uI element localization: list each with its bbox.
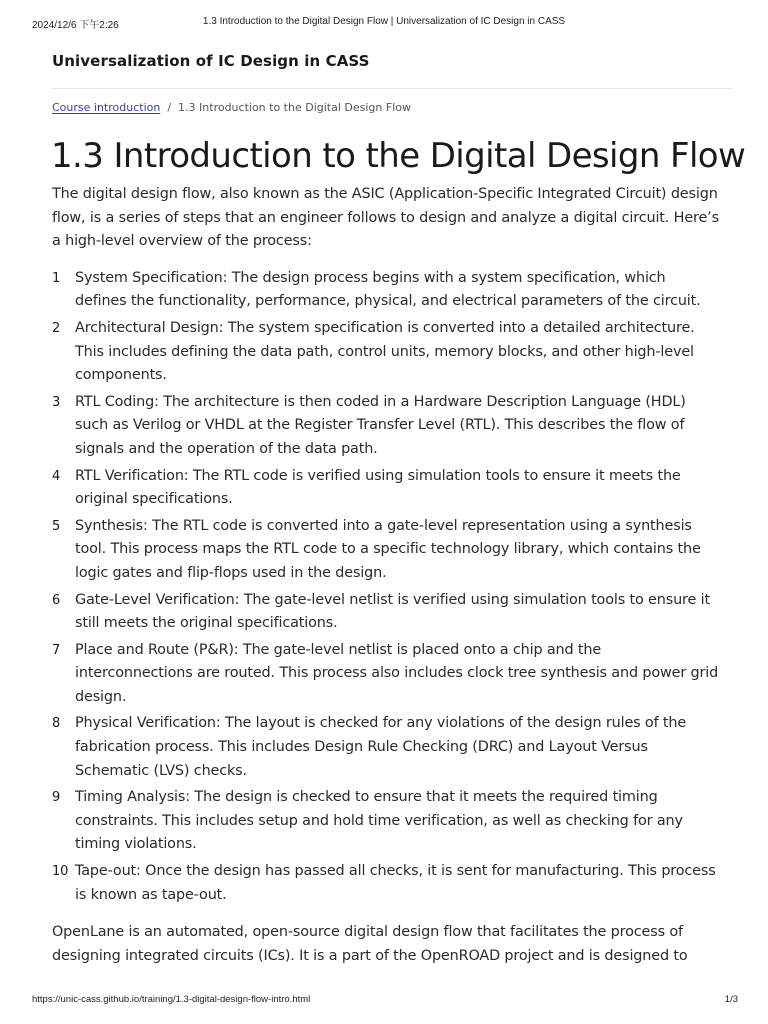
- breadcrumb-current: 1.3 Introduction to the Digital Design Flow: [178, 101, 411, 114]
- list-item-number: 2: [52, 320, 61, 336]
- list-item-number: 5: [52, 518, 61, 534]
- list-item: [52, 317, 720, 388]
- list-item: [52, 712, 720, 783]
- design-flow-steps-list: [52, 267, 720, 907]
- list-item-text: Tape-out: Once the design has passed all checks, it is sent for manufacturing. This process is known as tape-out.: [75, 863, 716, 903]
- list-item-text: Timing Analysis: The design is checked to ensure that it meets the required timing constraints. This includes setup and hold time verification, as well as checking for any timing violations.: [75, 789, 683, 853]
- print-date: 2024/12/6 下午2:26: [32, 20, 119, 31]
- page-title: 1.3 Introduction to the Digital Design Flow: [51, 136, 746, 176]
- list-item-text: RTL Verification: The RTL code is verified using simulation tools to ensure it meets the original specifications.: [75, 467, 681, 508]
- list-item: [52, 267, 720, 314]
- print-footer: [32, 994, 738, 1006]
- list-item-text: Physical Verification: The layout is checked for any violations of the design rules of the fabrication process. This includes Design Rule Checking (DRC) and Layout Versus Schematic (LVS) checks.: [75, 715, 687, 779]
- print-header: [32, 16, 736, 30]
- list-item: [52, 589, 720, 636]
- list-item: [52, 786, 720, 857]
- list-item-text: RTL Coding: The architecture is then coded in a Hardware Description Language (HDL) such as Verilog or VHDL at the Register Transfer Level (RTL). This describes the flow of signals and the operation of the data path.: [75, 393, 686, 457]
- site-title-link[interactable]: Universalization of IC Design in CASS: [52, 52, 370, 70]
- list-item-text: Gate-Level Verification: The gate-level netlist is verified using simulation tools to ensure it still meets the original specifications.: [75, 591, 710, 632]
- print-page-number: 1/3: [724, 994, 738, 1005]
- list-item: [52, 639, 720, 710]
- list-item-number: 7: [52, 642, 61, 658]
- print-title: 1.3 Introduction to the Digital Design Flow | Universalization of IC Design in CASS: [202, 16, 566, 27]
- openlane-paragraph: OpenLane is an automated, open-source digital design flow that facilitates the process of designing integrated circuits (ICs). It is a part of the OpenROAD project and is designed to: [52, 924, 688, 964]
- print-url: https://unic-cass.github.io/training/1.3-digital-design-flow-intro.html: [32, 994, 311, 1005]
- list-item: [52, 515, 720, 586]
- list-item-number: 8: [52, 716, 61, 732]
- list-item-text: Synthesis: The RTL code is converted into a gate-level representation using a synthesis tool. This process maps the RTL code to a specific technology library, which contains the logic gates and flip-flops used in the design.: [75, 517, 701, 581]
- intro-paragraph: The digital design flow, also known as the ASIC (Application-Specific Integrated Circuit) design flow, is a series of steps that an engineer follows to design and analyze a digital circuit. Here’s a high-level overview of the process:: [52, 186, 719, 250]
- main-content: [52, 183, 720, 968]
- list-item: [52, 860, 720, 907]
- list-item-number: 4: [52, 468, 61, 484]
- breadcrumb: [52, 101, 411, 114]
- breadcrumb-parent-link[interactable]: Course introduction: [52, 101, 161, 114]
- list-item-text: System Specification: The design process begins with a system specification, which defines the functionality, performance, physical, and electrical parameters of the circuit.: [75, 269, 701, 310]
- list-item: [52, 465, 720, 512]
- list-item-text: Architectural Design: The system specification is converted into a detailed architecture. This includes defining the data path, control units, memory blocks, and other high-level components.: [75, 319, 695, 384]
- list-item-number: 10: [52, 864, 69, 880]
- list-item-text: Place and Route (P&R): The gate-level netlist is placed onto a chip and the interconnections are routed. This process also includes clock tree synthesis and power grid design.: [75, 641, 719, 705]
- list-item: [52, 391, 720, 462]
- breadcrumb-separator: /: [167, 101, 172, 114]
- list-item-number: 9: [52, 790, 61, 806]
- site-header: [52, 44, 732, 89]
- list-item-number: 6: [52, 592, 61, 608]
- list-item-number: 1: [52, 270, 61, 286]
- list-item-number: 3: [52, 394, 61, 410]
